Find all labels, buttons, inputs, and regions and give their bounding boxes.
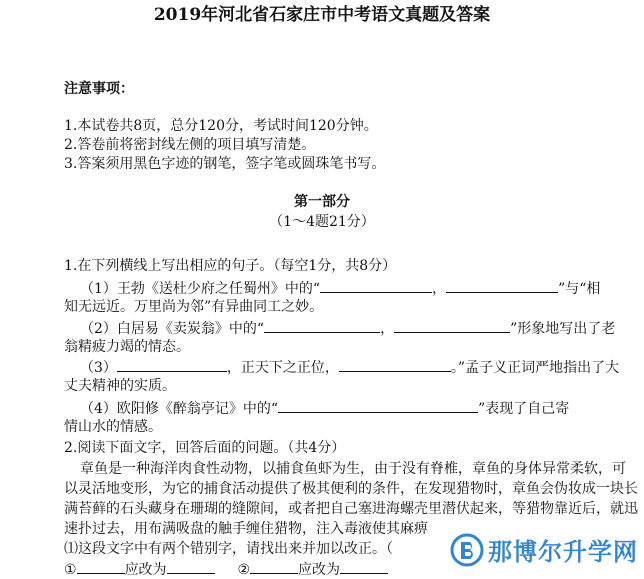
question-1-part-3-cont: 丈夫精神的实质。 xyxy=(64,378,176,394)
answer-blank[interactable] xyxy=(446,278,558,293)
notice-item-1: 1.本试卷共8页，总分120分，考试时间120分钟。 xyxy=(64,118,378,134)
question-1-part-2 xyxy=(80,318,615,338)
passage-line-1: 章鱼是一种海洋肉食性动物，以捕食鱼虾为生，由于没有脊椎，章鱼的身体异常柔软，可 xyxy=(80,461,626,477)
watermark xyxy=(450,532,638,567)
text: （4）欧阳修《醉翁亭记》中的“ xyxy=(80,401,279,417)
text: ，正天下之正位， xyxy=(226,360,339,376)
answer-blank[interactable] xyxy=(394,318,510,333)
notice-item-3: 3.答案须用黑色字迹的钢笔，签字笔或圆珠笔书写。 xyxy=(64,156,386,172)
text: （1）王勃《送杜少府之任蜀州》中的“ xyxy=(80,281,321,297)
text: 应改为 xyxy=(298,562,341,578)
watermark-text: 那博尔升学网 xyxy=(488,538,638,566)
question-1-part-1 xyxy=(80,278,600,298)
notice-heading: 注意事项： xyxy=(64,81,134,97)
text: ”与“相 xyxy=(558,281,601,297)
answer-blank[interactable] xyxy=(339,357,451,372)
question-2-sub-1: ⑴这段文字中有两个错别字，请找出来并加以改正。（ xyxy=(64,541,393,557)
text: ， xyxy=(432,281,447,297)
correction-answers xyxy=(64,559,388,579)
text: ② xyxy=(237,562,251,578)
answer-blank[interactable] xyxy=(340,559,388,574)
text: ， xyxy=(380,321,395,337)
answer-blank[interactable] xyxy=(250,559,298,574)
notice-item-2: 2.答卷前将密封线左侧的项目填写清楚。 xyxy=(64,137,316,153)
answer-blank[interactable] xyxy=(167,559,215,574)
question-1-part-2-cont: 翁精疲力竭的情态。 xyxy=(64,339,190,355)
question-1-stem: 1.在下列横线上写出相应的句子。（每空1分，共8分） xyxy=(64,258,397,274)
answer-blank[interactable] xyxy=(320,278,432,293)
passage-line-4: 速扑过去，用布满吸盘的触手缠住猎物，注入毒液使其麻痹 xyxy=(64,521,428,537)
text: ① xyxy=(64,562,77,578)
text: ”表现了自己寄 xyxy=(478,401,570,417)
question-2-stem: 2.阅读下面文字，回答后面的问题。（共4分） xyxy=(64,440,346,456)
text: （2）白居易《卖炭翁》中的“ xyxy=(80,321,265,337)
school-logo-icon xyxy=(450,533,484,567)
question-1-part-4 xyxy=(80,398,569,418)
answer-blank[interactable] xyxy=(264,318,380,333)
section-subtitle: （1～4题21分） xyxy=(269,214,375,230)
question-1-part-4-cont: 情山水的情感。 xyxy=(64,419,162,435)
text: ”形象地写出了老 xyxy=(510,321,616,337)
text: 应改为 xyxy=(124,562,167,578)
text: （3） xyxy=(80,360,117,376)
answer-blank[interactable] xyxy=(278,398,478,413)
section-title: 第一部分 xyxy=(294,194,350,210)
passage-line-3: 满苔藓的石头藏身在珊瑚的缝隙间，或者把自己塞进海螺壳里潜伏起来，等猎物靠近后，就迅 xyxy=(64,501,638,517)
passage-line-2: 以灵活地变形，为它的捕食活动提供了极其便利的条件，在发现猎物时，章鱼会伪妆成一块长 xyxy=(64,481,638,497)
text: 。”孟子义正词严地指出了大 xyxy=(450,360,620,376)
page-title: 2019年河北省石家庄市中考语文真题及答案 xyxy=(153,5,491,25)
answer-blank[interactable] xyxy=(117,357,227,372)
question-1-part-1-cont: 知无远近。万里尚为邻”有异曲同工之妙。 xyxy=(64,299,324,315)
question-1-part-3 xyxy=(80,357,619,377)
answer-blank[interactable] xyxy=(77,559,125,574)
